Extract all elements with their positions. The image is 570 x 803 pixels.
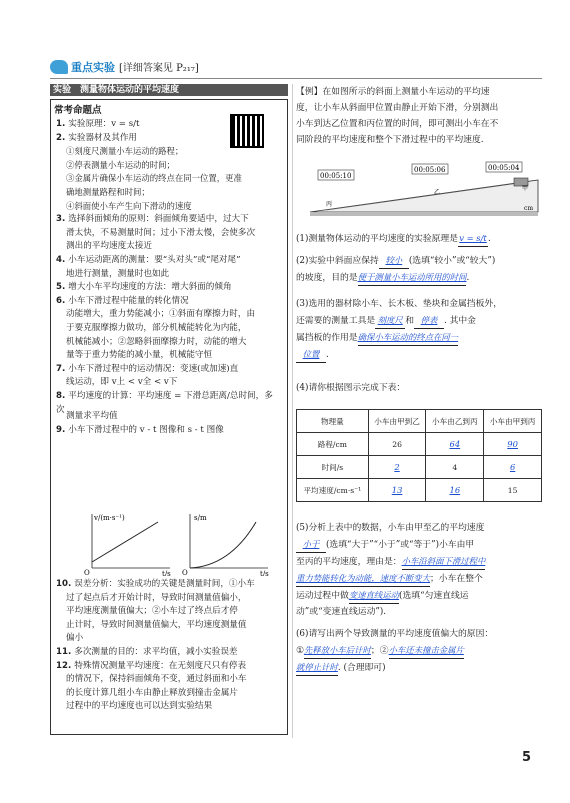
key-point-line [56,213,280,227]
key-point-text: 增大小车平均速度的方法：增大斜面的倾角 [68,282,232,293]
ruler-unit: cm [524,205,534,212]
section-header [50,58,199,75]
answer-6a: 先释放小车后计时 [304,642,371,659]
question-4: (4)请你根据图示完成下表： [296,383,406,393]
key-point-text: 地进行测量，测量时也如此 [66,268,170,279]
key-point-text: 过了起点后才开始计时，导致时间测量值偏小， [66,592,247,603]
key-point-text: 小车下滑过程中的运动情况：变速(或加速)直 [68,363,239,374]
key-point-text: 实验原理：v = s/t [68,119,140,129]
key-point-line [66,700,290,714]
answer-3b: 停表 [414,312,444,329]
table-header: 小车由甲到乙 [368,410,426,433]
key-point-line [66,376,290,390]
example-line: 小车到达乙位置和丙位置的时间，即可测出小车在不 [296,119,499,129]
key-point-line [66,673,290,687]
key-point-line [66,322,290,336]
table-cell: 2 [368,456,426,479]
vt-y-label: v/(m·s⁻¹) [94,514,125,522]
key-point-text: 确地测量路程和时间； [66,187,150,197]
st-x-label: t/s [260,570,269,576]
key-point-text: 测量求平均值 [66,411,118,421]
key-point-text: 的情况下，保持斜面倾角不变，通过斜面和小车 [66,674,247,685]
ruler-base [310,212,538,216]
key-point-number: 3. [56,214,69,225]
key-point-line [66,605,290,619]
key-point-line [66,200,280,214]
table-cell: 16 [426,479,484,502]
key-point-line [66,336,290,350]
vt-origin: O [84,569,90,576]
answer-5b: 小车沿斜面下滑过程中 [402,553,486,570]
key-point-line [66,592,290,606]
key-point-text: ④斜面使小车产生向下滑动的速度 [66,200,192,211]
key-point-text: 实验器材及其作用 [68,132,138,143]
key-point-text: 止计时，导致时间测量值偏大，平均速度测量值 [66,619,247,630]
table-header: 小车由乙到丙 [426,410,484,433]
key-point-text: 滑太快，不易测量时间；过小下滑太慢，会使多次 [66,227,256,238]
key-point-line [66,308,290,322]
key-point-text: 误差分析：实验成功的关键是测量时间，①小车 [74,579,255,589]
answer-5c: 变速直线运动 [349,587,399,604]
key-point-number: 10. [56,579,75,589]
table-cell: 64 [426,433,484,456]
question-2: (2)实验中斜面应保持 较小 (选填“较小”或“较大”) 的坡度，目的是便于测量小车运动所用的时间. [296,252,542,286]
key-point-text: 量等于重力势能的减小量，机械能守恒 [66,350,213,361]
key-point-line [66,159,280,173]
key-point-line [56,578,280,592]
answer-5a: 小于 [296,536,326,553]
key-point-number: 11. [56,647,75,657]
header-rule [50,78,542,79]
vt-graph [84,514,171,576]
table-row [297,456,542,479]
key-point-text: 小车运动距离的测量：要“头对头”或“尾对尾” [68,255,241,265]
key-point-text: 选择斜面倾角的原则：斜面倾角要适中，过大下 [68,214,249,225]
table-cell: 路程/cm [297,433,369,456]
key-point-line [56,424,280,438]
key-point-text: 小车下滑过程中能量的转化情况 [68,295,189,306]
table-cell: 13 [368,479,426,502]
key-point-text: 平均速度测量值偏大；②小车过了终点后才停 [66,606,238,617]
experiment-title: 实验 测量物体运动的平均速度 [50,84,288,96]
example-line: 【例】在如图所示的斜面上测量小车运动的平均速 [296,87,490,97]
table-row [297,479,542,502]
key-point-text: ②停表测量小车运动的时间； [66,159,175,170]
answer-6b: 小车还未撞击金属片 [389,642,464,659]
key-point-text: 小车下滑过程中的 v - t 图像和 s - t 图像 [68,424,224,435]
key-point-number: 7. [56,363,69,374]
key-point-line [56,132,280,146]
st-origin: O [182,569,188,576]
key-point-text: 偏小 [66,633,84,644]
key-point-text: 动能增大，重力势能减小；①斜面有摩擦力时，由 [66,309,256,320]
key-point-text: 特殊情况测量平均速度：在无刻度尺只有停表 [74,660,247,671]
key-point-line [56,660,280,674]
key-point-line [66,145,280,159]
answer-6b-cont: 就停止计时 [296,659,338,676]
table-cell: 6 [484,456,542,479]
st-graph [182,514,269,576]
key-point-number: 2. [56,132,69,143]
answer-reference: [详细答案见 P₂₁₇] [119,63,199,74]
st-y-label: s/m [194,514,207,522]
example-line: 同阶段的平均速度和整个下滑过程中的平均速度. [296,135,484,145]
table-cell: 26 [368,433,426,456]
key-point-line [66,632,290,646]
key-point-number: 5. [56,282,69,293]
column-divider [292,84,293,738]
key-point-line [66,410,290,424]
section-badge: 重点实验 [71,60,115,74]
answer-3c: 确保小车运动的终点在同一 [358,329,459,346]
key-point-line [66,349,290,363]
page-number: 5 [522,750,532,765]
pos-b: 乙 [434,189,441,196]
table-cell: 90 [484,433,542,456]
table-header: 物理量 [297,410,369,433]
key-point-number: 6. [56,295,69,306]
table-cell: 平均速度/cm·s⁻¹ [297,479,369,502]
key-point-number: 8. [56,391,69,401]
table-cell: 15 [484,479,542,502]
key-point-number: 4. [56,255,69,265]
question-1: (1)测量物体运动的平均速度的实验原理是v = s/t. [296,230,542,247]
key-point-line [66,268,290,282]
key-point-line [66,240,290,254]
table-header: 小车由甲到丙 [484,410,542,433]
key-point-line [66,619,290,633]
vt-x-label: t/s [162,570,171,576]
key-point-line [66,172,280,186]
pos-c: 丙 [326,201,333,208]
question-5: (5)分析上表中的数据，小车由甲至乙的平均速度 小于 (选填“大于”“小于”或“等于”)小车由甲 至丙的平均速度，理由是：小车沿斜面下滑过程中 重力势能转化为动能，速度不断变大；小车在整个 运动过程中做变速直线运动(选填“匀速直线运 动”或“变速直线运动”). [296,523,486,617]
key-point-text: 机械能减小；②忽略斜面摩擦力时，动能的增大 [66,336,247,347]
table-cell: 时间/s [297,456,369,479]
key-point-text: 多次测量的目的：求平均值，减小实验误差 [74,647,238,657]
answer-3c-cont: 位置 [296,346,326,363]
key-point-line [56,281,280,295]
key-point-number: 9. [56,424,69,435]
common-points-title: 常考命题点 [54,105,102,116]
badge-icon [50,60,68,74]
key-point-text: 平均速度的计算：平均速度 = 下滑总距离/总时间，多次 [56,391,273,415]
key-point-text: 过程中的平均速度也可以达到实验结果 [66,701,213,712]
table-header-row [297,410,542,433]
clock-c: 00:05:10 [320,172,352,180]
key-point-text: ①刻度尺测量小车运动的路程； [66,146,184,157]
key-point-number: 1. [56,119,69,129]
key-point-text: 线运动，即 v上 < v全 < v下 [66,377,178,388]
incline-figure [306,160,542,220]
key-point-line [66,687,290,701]
key-point-line [56,646,280,660]
key-point-text: 测出的平均速度太接近 [66,241,152,252]
clock-a: 00:05:04 [488,164,520,172]
key-point-line [56,363,280,377]
key-point-line [66,186,280,200]
key-point-line [66,227,290,241]
answer-1: v = s/t [458,230,488,247]
answer-2b: 便于测量小车运动所用的时间 [358,269,467,286]
table-cell: 4 [426,456,484,479]
data-table [296,409,542,502]
key-point-text: 的长度计算几组小车由静止释放到撞击金属片 [66,687,238,698]
example-text [296,84,542,148]
key-point-number: 12. [56,660,75,671]
key-point-line [56,295,280,309]
question-3: (3)选用的器材除小车、长木板、垫块和金属挡板外， 还需要的测量工具是 刻度尺 和 停表 . 其中金 属挡板的作用是确保小车运动的终点在同一 位置 . [296,296,542,363]
example-line: 度，让小车从斜面甲位置由静止开始下滑，分别测出 [296,103,499,113]
key-point-line [56,254,280,268]
pos-a: 甲 [522,185,529,192]
answer-3a: 刻度尺 [375,312,405,329]
clock-b: 00:05:06 [414,166,446,174]
answer-5b-cont: 重力势能转化为动能，速度不断变大 [296,570,430,587]
table-row [297,433,542,456]
question-6: (6)请写出两个导致测量的平均速度值偏大的原因： ①先释放小车后计时；②小车还未撞击金属片 就停止计时. (合理即可) [296,626,542,676]
answer-2a: 较小 [379,252,409,269]
key-point-text: 于要克服摩擦力做功，部分机械能转化为内能， [66,323,247,333]
key-point-line [56,118,280,132]
motion-graphs [80,510,280,576]
key-point-text: ③金属片确保小车运动的终点在同一位置，更准 [66,173,242,184]
